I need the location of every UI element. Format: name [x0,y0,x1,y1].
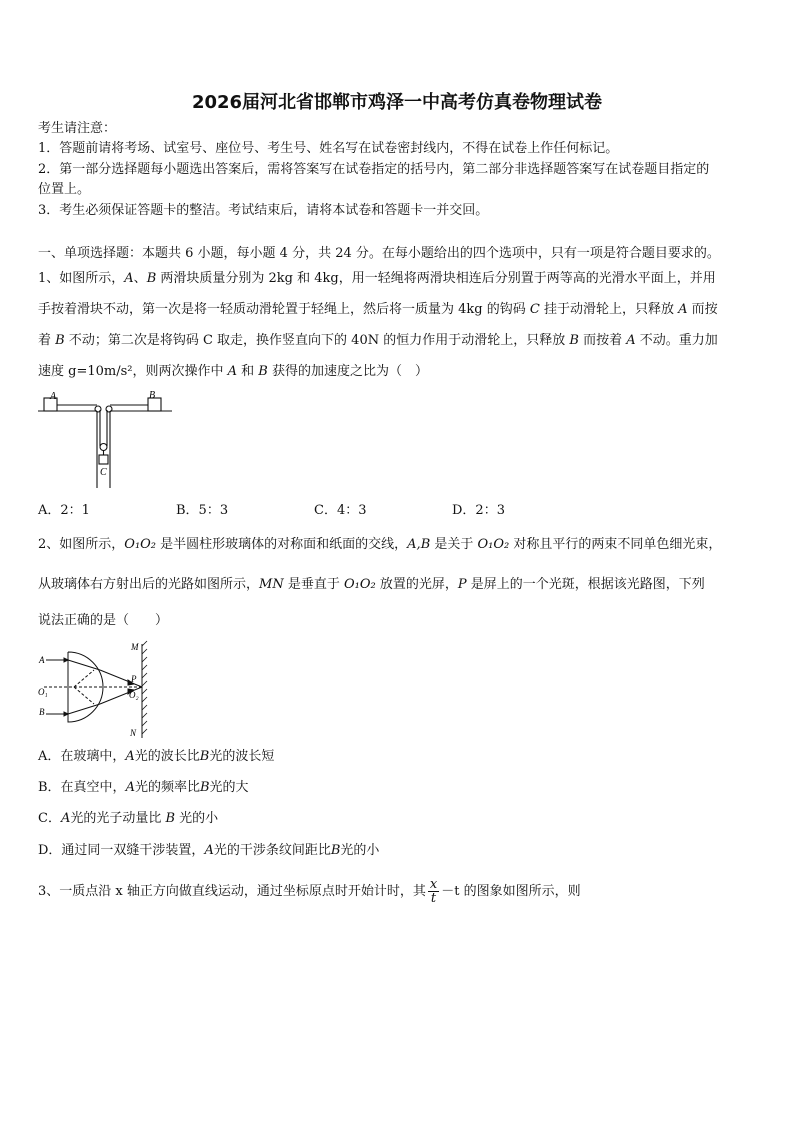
q2-option-b[interactable] [38,779,758,797]
label-b: B [149,390,156,401]
option-text: D．通过同一双缝干涉装置， [38,843,205,858]
q1-option-d[interactable]: D．2：3 [452,503,505,518]
q3-text: －t 的图象如图所示，则 [441,884,581,899]
q2-var: O₁O₂ [477,537,510,552]
label-o2: O₂ [129,690,139,700]
option-var: A [60,811,71,826]
page-title: 2026届河北省邯郸市鸡泽一中高考仿真卷物理试卷 [191,92,603,113]
q1-line-3 [38,332,758,350]
option-text: A．在玻璃中， [38,749,126,764]
q2-var: O₁O₂ [124,537,157,552]
q1-pulley-figure [38,390,178,492]
q2-text: 是屏上的一个光斑，根据该光路图，下列 [466,577,705,592]
q2-text: 从玻璃体右方射出后的光路如图所示， [38,577,260,592]
q1-text: 而按着 [578,333,627,348]
q1-var: B [146,271,157,286]
q1-text: 着 [38,333,56,348]
option-text: 光的频率比 [134,780,200,795]
option-var: B [330,843,341,858]
option-text: 光的波长比 [134,749,200,764]
label-b: B [39,707,45,717]
option-text: 光的波长短 [209,749,275,764]
label-a: A [39,655,45,665]
ray-a-arrow [64,658,68,662]
option-var: B [199,749,210,764]
option-text: 光的小 [175,811,219,826]
q3-fraction [428,878,439,905]
q1-option-c[interactable]: C．4：3 [314,503,367,518]
notice-item-3: 3．考生必须保证答题卡的整洁。考试结束后，请将本试卷和答题卡一并交回。 [38,203,489,218]
q1-var: C [529,302,540,317]
option-text: 光的干涉条纹间距比 [213,843,331,858]
q1-var: B [258,364,268,379]
option-text: C． [38,811,61,826]
q3-line-1 [38,878,758,905]
q1-text: 1、如图所示， [38,271,125,286]
label-n: N [130,728,137,738]
q1-text: 和 [237,364,259,379]
label-a: A [50,391,57,402]
refraction-dash-b [74,687,94,704]
q1-text: 而按 [687,302,718,317]
q2-line-3: 说法正确的是（ ） [38,613,169,628]
q1-text: 挂于动滑轮上，只释放 [539,302,679,317]
q1-line-2 [38,301,758,319]
option-var: B [165,811,176,826]
q1-var: B [569,333,579,348]
refraction-dash-a [74,670,94,687]
q2-option-c[interactable] [38,810,758,828]
q2-optics-figure [38,640,158,740]
q1-text: 不动。重力加 [635,333,718,348]
q1-text: 不动；第二次是将钩码 C 取走，换作竖直向下的 40N 的恒力作用于动滑轮上，只释放 [64,333,570,348]
q1-var: A [678,302,688,317]
q2-var: A,B [407,537,431,552]
q2-text: 是关于 [430,537,478,552]
notice-item-1: 1．答题前请将考场、试室号、座位号、考生号、姓名写在试卷密封线内，不得在试卷上作任何标记。 [38,141,619,156]
option-text: B．在真空中， [38,780,126,795]
q1-option-b[interactable]: B．5：3 [176,503,229,518]
fraction-numerator: x [429,877,438,892]
q2-line-1 [38,536,758,554]
q1-text: 手按着滑块不动，第一次是将一轻质动滑轮置于轻绳上，然后将一质量为 4kg 的钩码 [38,302,530,317]
q2-text: 放置的光屏， [375,577,458,592]
q1-var: A [124,271,134,286]
label-m: M [131,642,139,652]
q1-var: A [227,364,238,379]
q1-text: 获得的加速度之比为（ ） [267,364,428,379]
q1-line-1 [38,270,758,288]
q3-text: 3、一质点沿 x 轴正方向做直线运动，通过坐标原点时开始计时，其 [38,884,426,899]
q1-text: 速度 g=10m/s²，则两次操作中 [38,364,228,379]
q1-line-4 [38,363,758,381]
screen-hatching [142,641,147,734]
option-text: 光的大 [209,780,249,795]
q2-var: O₁O₂ [343,577,376,592]
option-text: 光的小 [340,843,380,858]
ray-b-arrow [64,712,68,716]
option-var: A [204,843,214,858]
option-var: B [199,780,210,795]
q1-option-a[interactable]: A．2：1 [38,503,90,518]
section-heading: 一、单项选择题：本题共 6 小题，每小题 4 分，共 24 分。在每小题给出的四个选项中，只有一项是符合题目要求的。 [38,246,720,261]
label-p: P [131,674,137,684]
q2-var: MN [259,577,284,592]
option-text: 光的光子动量比 [70,811,166,826]
q2-text: 对称且平行的两束不同单色细光束， [509,537,722,552]
q2-var: P [457,577,467,592]
notice-item-2: 2．第一部分选择题每小题选出答案后，需将答案写在试卷指定的括号内，第二部分非选择题答案写在试卷题目指定的 [38,162,710,177]
notice-header: 考生请注意： [38,121,117,136]
option-var: A [125,780,135,795]
label-o1: O₁ [38,687,48,697]
weight-c [99,455,108,464]
option-var: A [125,749,135,764]
q2-text: 是半圆柱形玻璃体的对称面和纸面的交线， [156,537,408,552]
q2-line-2 [38,576,758,594]
q2-option-d[interactable] [38,842,758,860]
q1-text: 两滑块质量分别为 2kg 和 4kg，用一轻绳将两滑块相连后分别置于两等高的光滑水平面上，并用 [156,271,716,286]
label-c: C [100,467,107,478]
q1-var: B [55,333,65,348]
q1-text: 、 [133,271,147,286]
q1-var: A [626,333,636,348]
q2-text: 2、如图所示， [38,537,125,552]
fraction-denominator: t [430,891,437,906]
movable-pulley [100,444,107,451]
q2-text: 是垂直于 [283,577,344,592]
q2-option-a[interactable] [38,748,758,766]
notice-item-2-cont: 位置上。 [38,182,91,197]
